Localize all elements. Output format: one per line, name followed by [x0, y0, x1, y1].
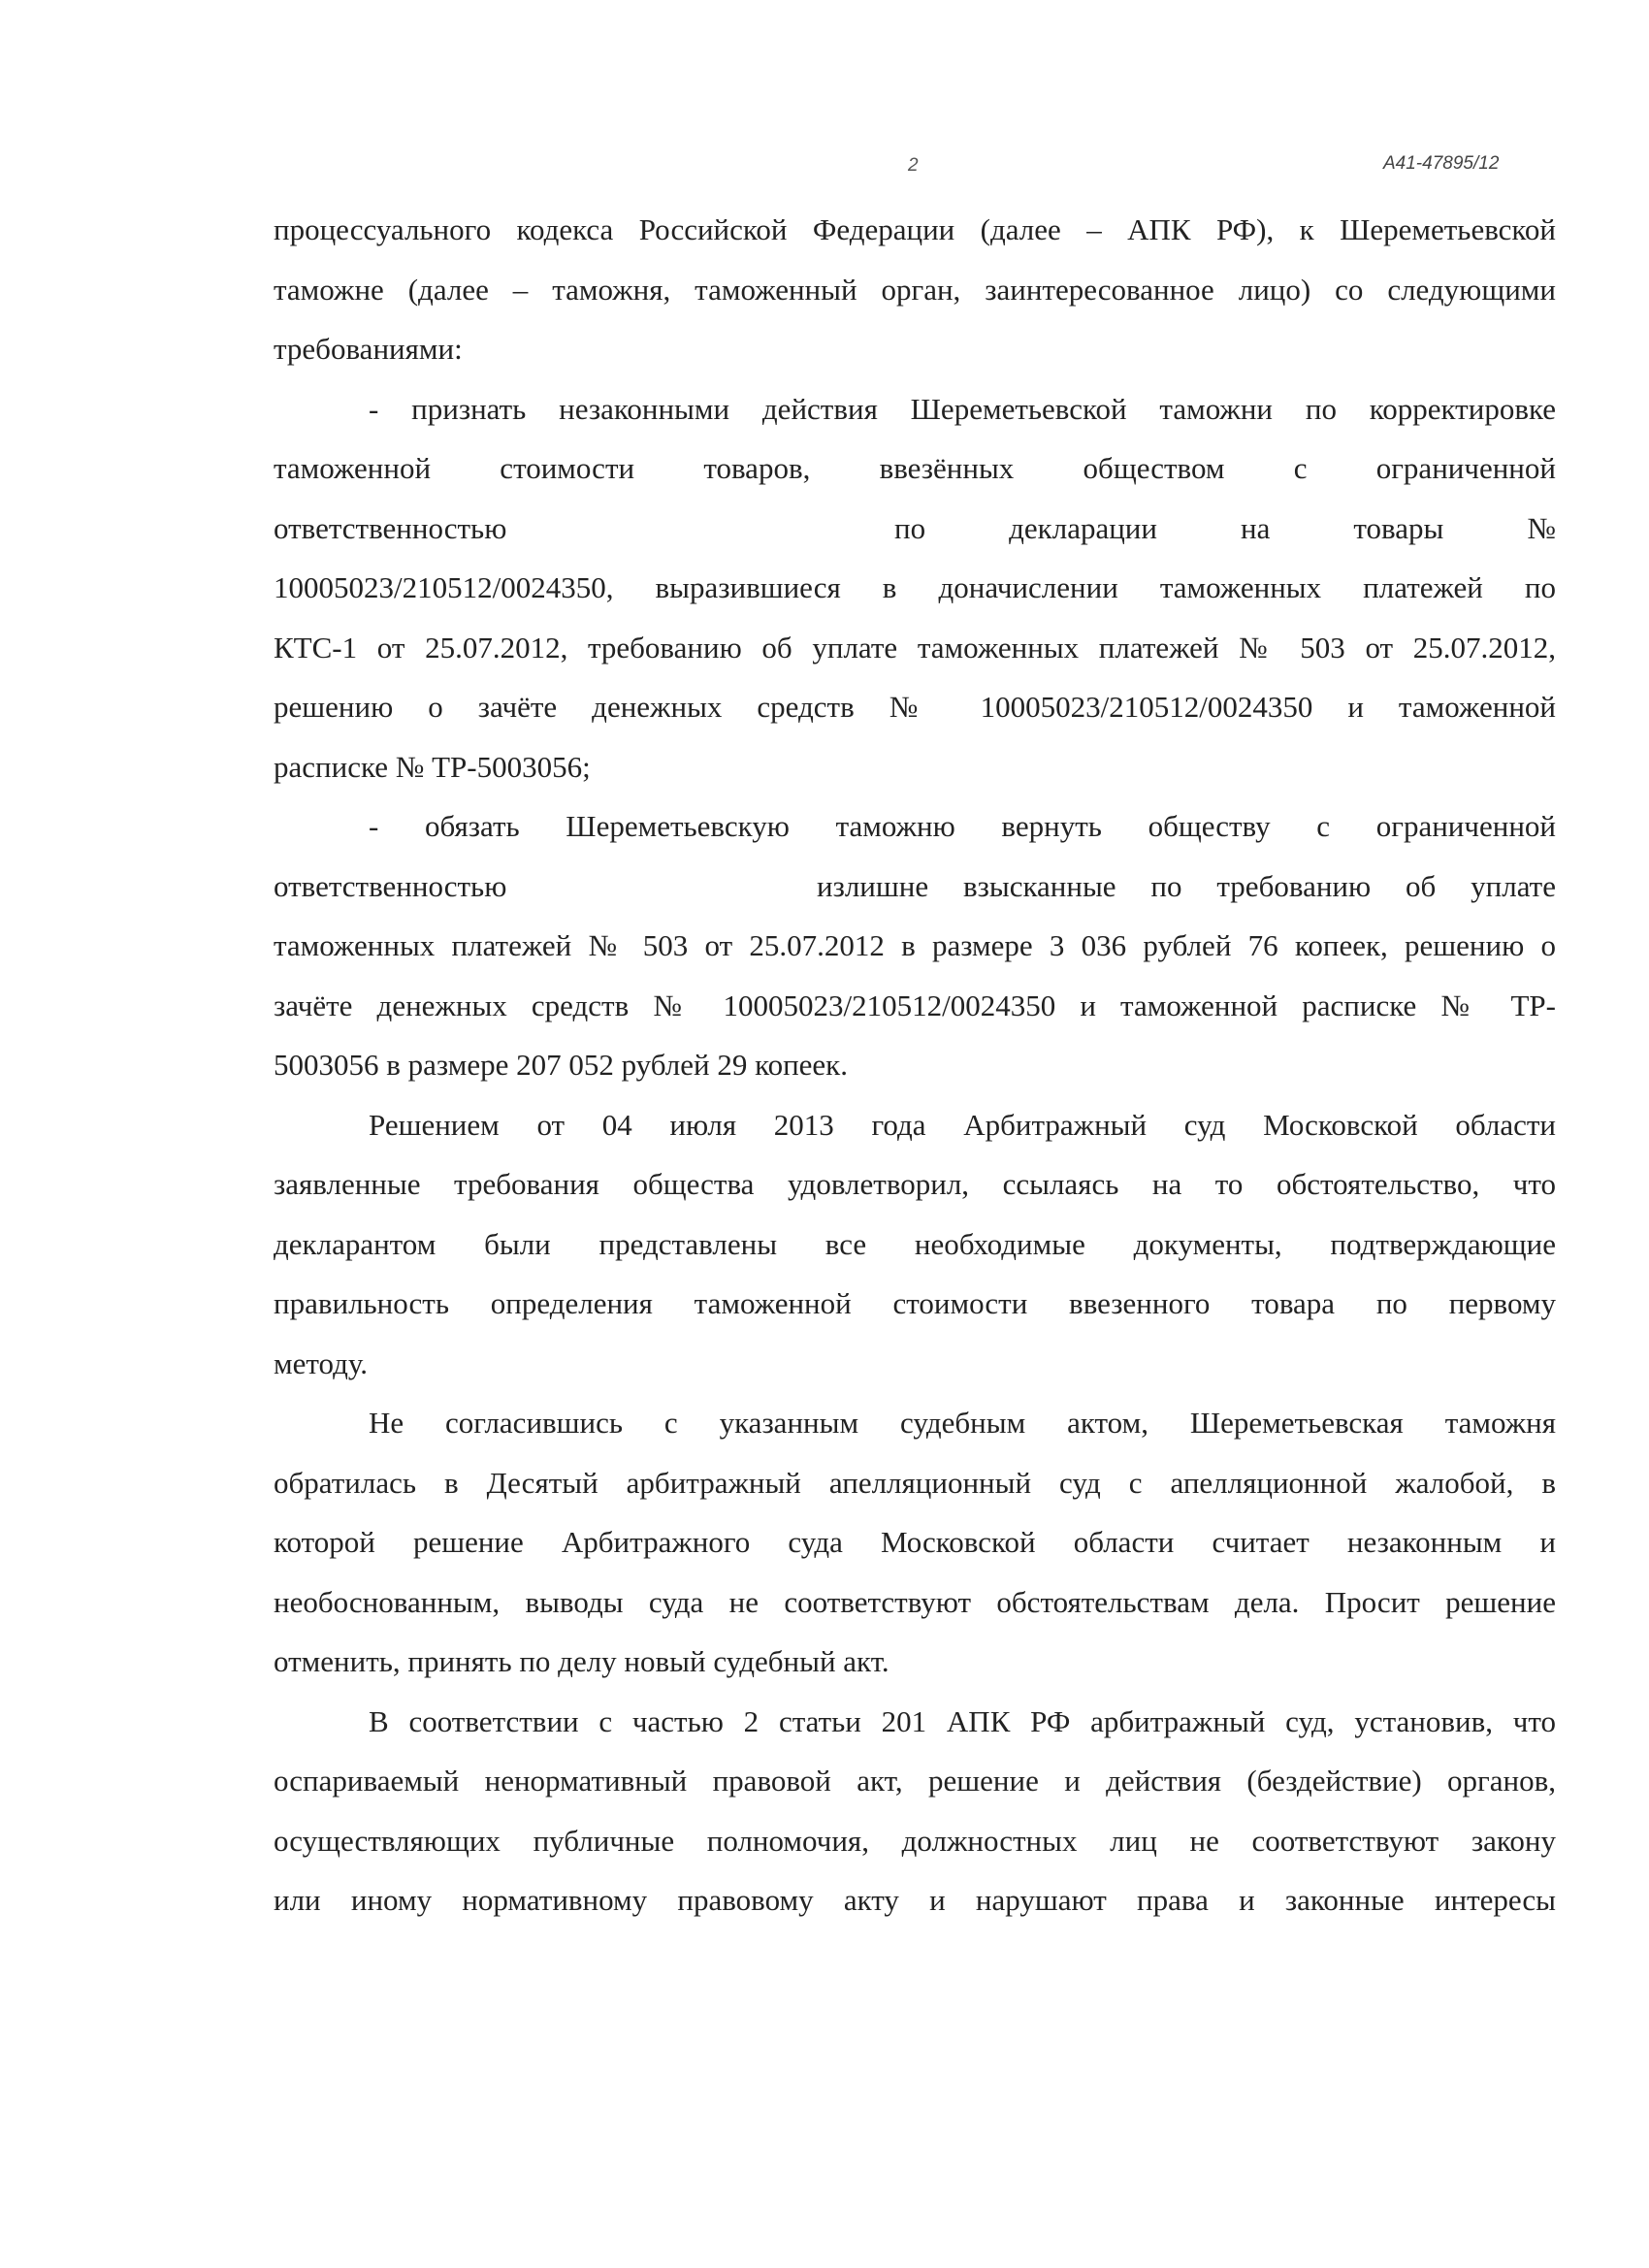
text-line: обратилась в Десятый арбитражный апелляционный суд с апелляционной жалобой, в — [274, 1465, 1556, 1500]
redacted-area — [535, 857, 817, 917]
text-line: таможенных платежей № 503 от 25.07.2012 в размере 3 036 рублей 76 копеек, решению о — [274, 928, 1556, 962]
text-line: осуществляющих публичные полномочия, должностных лиц не соответствуют закону — [274, 1823, 1556, 1858]
text-line: необоснованным, выводы суда не соответствуют обстоятельствам дела. Просит решение — [274, 1584, 1556, 1619]
text-line: 10005023/210512/0024350, выразившиеся в доначислении таможенных платежей по — [274, 570, 1556, 604]
text-line: заявленные требования общества удовлетворил, ссылаясь на то обстоятельство, что — [274, 1167, 1556, 1201]
text-line: Решением от 04 июля 2013 года Арбитражный суд Московской области — [369, 1107, 1556, 1142]
page-number: 2 — [908, 155, 919, 176]
text-line: В соответствии с частью 2 статьи 201 АПК РФ арбитражный суд, установив, что — [369, 1703, 1556, 1738]
text-line: таможне (далее – таможня, таможенный орган, заинтересованное лицо) со следующими — [274, 272, 1556, 307]
text-line: таможенной стоимости товаров, ввезённых обществом с ограниченной — [274, 451, 1556, 485]
text-line: требованиями: — [274, 332, 463, 366]
text-line: решению о зачёте денежных средств № 10005023/210512/0024350 и таможенной — [274, 690, 1556, 724]
text-fragment: излишне взысканные по требованию об уплате — [817, 868, 1556, 903]
text-line: КТС-1 от 25.07.2012, требованию об уплате таможенных платежей № 503 от 25.07.2012, — [274, 630, 1556, 664]
text-line: отменить, принять по делу новый судебный акт. — [274, 1644, 889, 1678]
document-body — [274, 200, 1556, 1930]
text-line: методу. — [274, 1345, 369, 1380]
text-line: зачёте денежных средств № 10005023/210512/0024350 и таможенной расписке № ТР- — [274, 988, 1556, 1022]
text-fragment: ответственностью — [274, 868, 507, 903]
text-fragment: ответственностью — [274, 510, 507, 545]
redacted-area — [535, 499, 894, 559]
text-line: - признать незаконными действия Шереметьевской таможни по корректировке — [369, 391, 1556, 426]
text-line: правильность определения таможенной стоимости ввезенного товара по первому — [274, 1286, 1556, 1320]
text-line: оспариваемый ненормативный правовой акт, решение и действия (бездействие) органов, — [274, 1764, 1556, 1798]
text-line: процессуального кодекса Российской Федерации (далее – АПК РФ), к Шереметьевской — [274, 212, 1556, 246]
text-line: декларантом были представлены все необходимые документы, подтверждающие — [274, 1226, 1556, 1261]
text-line: - обязать Шереметьевскую таможню вернуть обществу с ограниченной — [369, 809, 1556, 843]
text-fragment: по декларации на товары № — [894, 510, 1556, 545]
text-line: 5003056 в размере 207 052 рублей 29 копеек. — [274, 1048, 848, 1082]
text-line: или иному нормативному правовому акту и нарушают права и законные интересы — [274, 1883, 1556, 1917]
text-line: расписке № ТР-5003056; — [274, 749, 591, 784]
case-number: А41-47895/12 — [1383, 153, 1500, 174]
text-line-redacted — [274, 857, 1556, 917]
text-line: Не согласившись с указанным судебным актом, Шереметьевская таможня — [369, 1406, 1556, 1440]
text-line-redacted — [274, 499, 1556, 559]
text-line: которой решение Арбитражного суда Московской области считает незаконным и — [274, 1525, 1556, 1559]
